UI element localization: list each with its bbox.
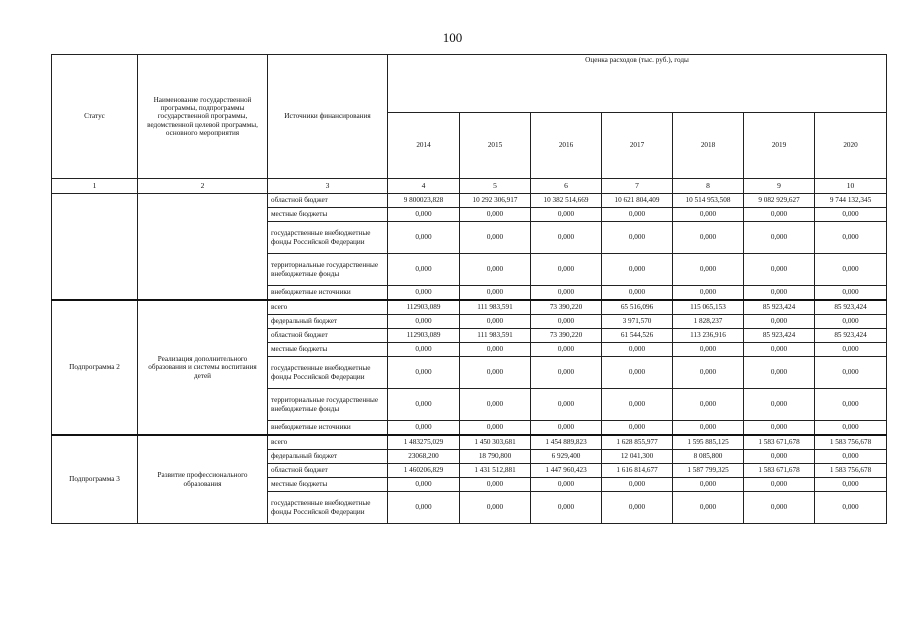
header-status: Статус [52, 55, 138, 179]
value-cell-2016: 1 447 960,423 [531, 464, 602, 478]
value-cell-2014: 0,000 [388, 343, 460, 357]
value-cell-2014: 0,000 [388, 222, 460, 254]
value-cell-2015: 0,000 [460, 343, 531, 357]
value-cell-2020: 85 923,424 [815, 329, 887, 343]
value-cell-2019: 0,000 [744, 208, 815, 222]
value-cell-2018: 0,000 [673, 357, 744, 389]
value-cell-2016: 0,000 [531, 222, 602, 254]
value-cell-2015: 0,000 [460, 478, 531, 492]
value-cell-2017: 0,000 [602, 389, 673, 421]
value-cell-2016: 0,000 [531, 254, 602, 286]
value-cell-2018: 1 587 799,325 [673, 464, 744, 478]
funding-source-cell: областной бюджет [268, 329, 388, 343]
table-row [52, 300, 887, 315]
funding-source-cell: территориальные государственные внебюджетные фонды [268, 389, 388, 421]
value-cell-2018: 0,000 [673, 492, 744, 524]
value-cell-2015: 0,000 [460, 315, 531, 329]
header-program-name: Наименование государственной программы, подпрограммы государственной программы, ведомственной целевой программы, основного мероприятия [138, 55, 268, 179]
value-cell-2017: 12 041,300 [602, 450, 673, 464]
value-cell-2016: 0,000 [531, 492, 602, 524]
program-name-cell: Реализация дополнительного образования и системы воспитания детей [138, 300, 268, 435]
value-cell-2020: 0,000 [815, 208, 887, 222]
value-cell-2018: 0,000 [673, 389, 744, 421]
column-number: 7 [602, 179, 673, 194]
funding-source-cell: местные бюджеты [268, 478, 388, 492]
value-cell-2018: 0,000 [673, 254, 744, 286]
value-cell-2019: 1 583 671,678 [744, 435, 815, 450]
status-cell: Подпрограмма 3 [52, 435, 138, 524]
value-cell-2019: 0,000 [744, 389, 815, 421]
value-cell-2014: 0,000 [388, 492, 460, 524]
funding-source-cell: областной бюджет [268, 464, 388, 478]
value-cell-2014: 23068,200 [388, 450, 460, 464]
status-cell: Подпрограмма 2 [52, 300, 138, 435]
value-cell-2019: 9 082 929,627 [744, 194, 815, 208]
value-cell-2014: 9 800023,828 [388, 194, 460, 208]
header-year-2019: 2019 [744, 113, 815, 179]
value-cell-2018: 113 236,916 [673, 329, 744, 343]
value-cell-2020: 85 923,424 [815, 300, 887, 315]
value-cell-2019: 85 923,424 [744, 300, 815, 315]
value-cell-2016: 0,000 [531, 357, 602, 389]
value-cell-2020: 0,000 [815, 421, 887, 436]
value-cell-2018: 0,000 [673, 286, 744, 301]
value-cell-2020: 0,000 [815, 343, 887, 357]
value-cell-2014: 0,000 [388, 478, 460, 492]
value-cell-2015: 0,000 [460, 286, 531, 301]
value-cell-2017: 65 516,096 [602, 300, 673, 315]
header-year-2015: 2015 [460, 113, 531, 179]
value-cell-2014: 0,000 [388, 254, 460, 286]
value-cell-2019: 0,000 [744, 478, 815, 492]
value-cell-2016: 6 929,400 [531, 450, 602, 464]
value-cell-2020: 0,000 [815, 478, 887, 492]
value-cell-2020: 1 583 756,678 [815, 464, 887, 478]
value-cell-2019: 0,000 [744, 357, 815, 389]
value-cell-2015: 0,000 [460, 421, 531, 436]
value-cell-2018: 0,000 [673, 343, 744, 357]
value-cell-2016: 0,000 [531, 315, 602, 329]
value-cell-2017: 0,000 [602, 343, 673, 357]
funding-source-cell: государственные внебюджетные фонды Российской Федерации [268, 222, 388, 254]
value-cell-2019: 0,000 [744, 222, 815, 254]
page-number: 100 [442, 30, 463, 45]
header-year-2020: 2020 [815, 113, 887, 179]
header-estimate: Оценка расходов (тыс. руб.), годы [388, 55, 887, 113]
value-cell-2020: 0,000 [815, 315, 887, 329]
value-cell-2016: 0,000 [531, 286, 602, 301]
value-cell-2015: 10 292 306,917 [460, 194, 531, 208]
value-cell-2016: 73 390,220 [531, 300, 602, 315]
value-cell-2016: 73 390,220 [531, 329, 602, 343]
funding-source-cell: местные бюджеты [268, 208, 388, 222]
value-cell-2020: 0,000 [815, 357, 887, 389]
value-cell-2020: 0,000 [815, 492, 887, 524]
value-cell-2019: 1 583 671,678 [744, 464, 815, 478]
value-cell-2014: 0,000 [388, 286, 460, 301]
value-cell-2017: 10 621 804,409 [602, 194, 673, 208]
value-cell-2015: 1 431 512,881 [460, 464, 531, 478]
value-cell-2015: 0,000 [460, 389, 531, 421]
value-cell-2018: 1 828,237 [673, 315, 744, 329]
status-cell [52, 194, 138, 301]
value-cell-2016: 0,000 [531, 421, 602, 436]
table-row [52, 435, 887, 450]
value-cell-2015: 0,000 [460, 492, 531, 524]
value-cell-2018: 1 595 885,125 [673, 435, 744, 450]
value-cell-2015: 111 983,591 [460, 300, 531, 315]
funding-source-cell: федеральный бюджет [268, 450, 388, 464]
value-cell-2018: 0,000 [673, 208, 744, 222]
column-number: 5 [460, 179, 531, 194]
column-number: 4 [388, 179, 460, 194]
funding-source-cell: государственные внебюджетные фонды Российской Федерации [268, 492, 388, 524]
value-cell-2017: 0,000 [602, 208, 673, 222]
value-cell-2015: 0,000 [460, 208, 531, 222]
value-cell-2018: 0,000 [673, 421, 744, 436]
value-cell-2019: 0,000 [744, 421, 815, 436]
header-year-2017: 2017 [602, 113, 673, 179]
value-cell-2019: 0,000 [744, 450, 815, 464]
value-cell-2017: 0,000 [602, 421, 673, 436]
header-sources: Источники финансирования [268, 55, 388, 179]
value-cell-2015: 18 790,800 [460, 450, 531, 464]
value-cell-2014: 112903,089 [388, 300, 460, 315]
value-cell-2016: 0,000 [531, 343, 602, 357]
funding-source-cell: всего [268, 300, 388, 315]
value-cell-2018: 115 065,153 [673, 300, 744, 315]
value-cell-2016: 0,000 [531, 208, 602, 222]
value-cell-2017: 1 628 855,977 [602, 435, 673, 450]
value-cell-2020: 0,000 [815, 254, 887, 286]
funding-source-cell: территориальные государственные внебюджетные фонды [268, 254, 388, 286]
value-cell-2017: 0,000 [602, 222, 673, 254]
value-cell-2018: 0,000 [673, 222, 744, 254]
header-year-2014: 2014 [388, 113, 460, 179]
value-cell-2019: 0,000 [744, 492, 815, 524]
column-number: 1 [52, 179, 138, 194]
value-cell-2014: 0,000 [388, 315, 460, 329]
funding-source-cell: всего [268, 435, 388, 450]
funding-source-cell: областной бюджет [268, 194, 388, 208]
column-number: 2 [138, 179, 268, 194]
table-row [52, 194, 887, 208]
value-cell-2014: 0,000 [388, 421, 460, 436]
funding-source-cell: внебюджетные источники [268, 286, 388, 301]
value-cell-2020: 0,000 [815, 450, 887, 464]
value-cell-2016: 0,000 [531, 478, 602, 492]
value-cell-2020: 1 583 756,678 [815, 435, 887, 450]
column-number: 9 [744, 179, 815, 194]
program-name-cell: Развитие профессионального образования [138, 435, 268, 524]
value-cell-2019: 0,000 [744, 343, 815, 357]
value-cell-2017: 0,000 [602, 254, 673, 286]
value-cell-2017: 1 616 814,677 [602, 464, 673, 478]
value-cell-2015: 0,000 [460, 357, 531, 389]
value-cell-2017: 0,000 [602, 492, 673, 524]
value-cell-2014: 1 460206,829 [388, 464, 460, 478]
value-cell-2015: 1 450 303,681 [460, 435, 531, 450]
value-cell-2018: 0,000 [673, 478, 744, 492]
value-cell-2017: 3 971,570 [602, 315, 673, 329]
value-cell-2020: 0,000 [815, 222, 887, 254]
funding-source-cell: государственные внебюджетные фонды Российской Федерации [268, 357, 388, 389]
value-cell-2014: 0,000 [388, 208, 460, 222]
value-cell-2015: 0,000 [460, 222, 531, 254]
value-cell-2015: 0,000 [460, 254, 531, 286]
value-cell-2017: 0,000 [602, 357, 673, 389]
value-cell-2014: 1 483275,029 [388, 435, 460, 450]
funding-source-cell: местные бюджеты [268, 343, 388, 357]
value-cell-2017: 0,000 [602, 286, 673, 301]
value-cell-2016: 0,000 [531, 389, 602, 421]
value-cell-2016: 1 454 889,823 [531, 435, 602, 450]
column-number: 3 [268, 179, 388, 194]
value-cell-2020: 0,000 [815, 389, 887, 421]
column-number: 6 [531, 179, 602, 194]
value-cell-2020: 9 744 132,345 [815, 194, 887, 208]
value-cell-2016: 10 382 514,669 [531, 194, 602, 208]
funding-source-cell: внебюджетные источники [268, 421, 388, 436]
value-cell-2014: 0,000 [388, 389, 460, 421]
column-number: 10 [815, 179, 887, 194]
program-name-cell [138, 194, 268, 301]
funding-source-cell: федеральный бюджет [268, 315, 388, 329]
budget-table [51, 54, 887, 524]
value-cell-2019: 0,000 [744, 254, 815, 286]
header-year-2018: 2018 [673, 113, 744, 179]
column-number: 8 [673, 179, 744, 194]
value-cell-2014: 112903,089 [388, 329, 460, 343]
value-cell-2019: 85 923,424 [744, 329, 815, 343]
value-cell-2020: 0,000 [815, 286, 887, 301]
value-cell-2018: 10 514 953,508 [673, 194, 744, 208]
value-cell-2018: 8 085,800 [673, 450, 744, 464]
value-cell-2019: 0,000 [744, 286, 815, 301]
value-cell-2019: 0,000 [744, 315, 815, 329]
value-cell-2014: 0,000 [388, 357, 460, 389]
value-cell-2017: 0,000 [602, 478, 673, 492]
header-year-2016: 2016 [531, 113, 602, 179]
value-cell-2017: 61 544,526 [602, 329, 673, 343]
value-cell-2015: 111 983,591 [460, 329, 531, 343]
